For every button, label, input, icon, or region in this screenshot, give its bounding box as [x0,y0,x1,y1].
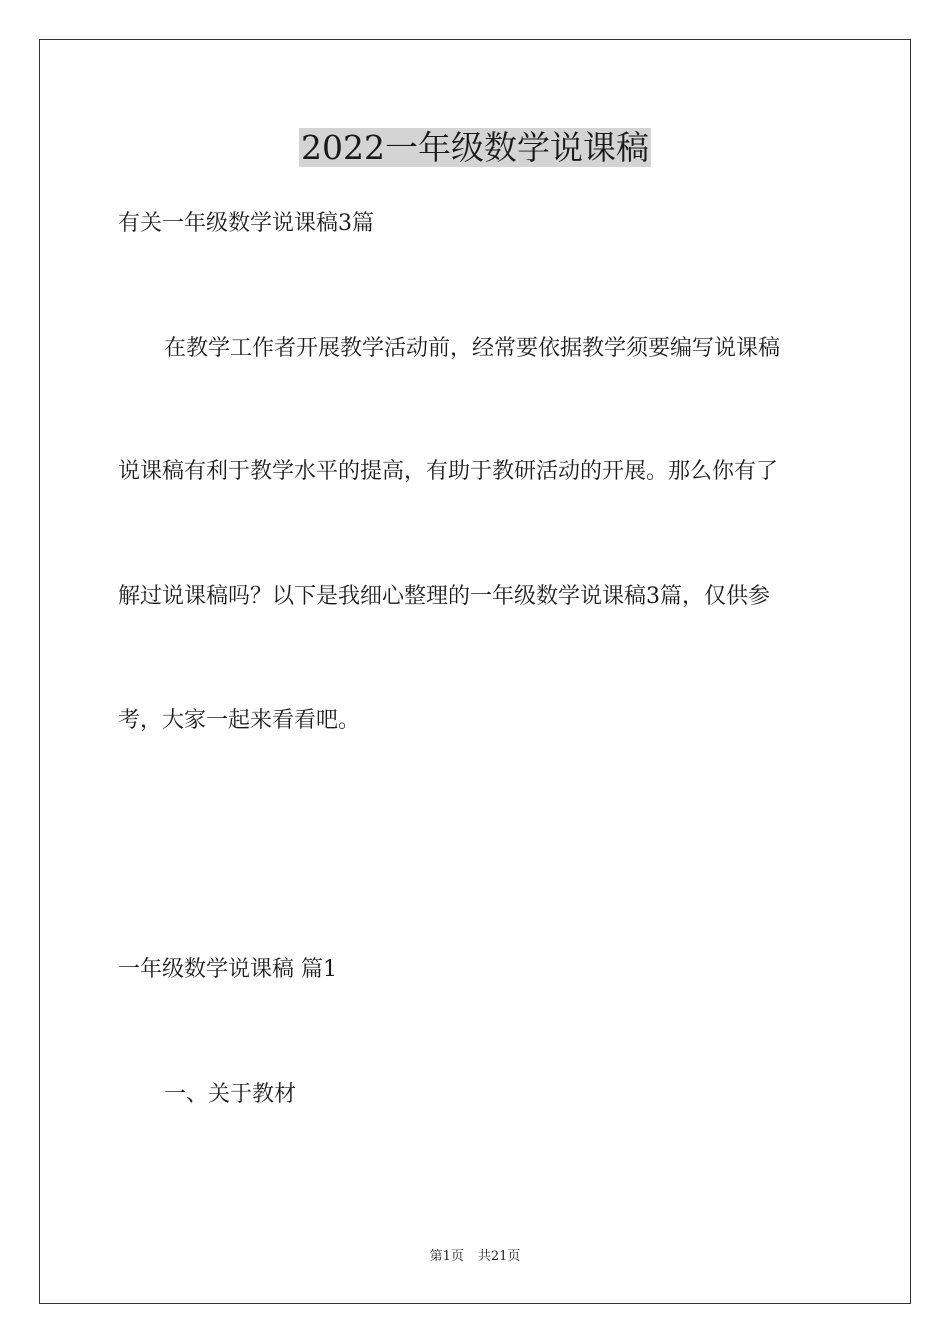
intro-paragraph-line-3: 解过说课稿吗？以下是我细心整理的一年级数学说课稿3篇，仅供参 [118,584,770,609]
intro-paragraph-line-1: 在教学工作者开展教学活动前，经常要依据教学须要编写说课稿 [164,336,781,361]
page-footer [0,1248,950,1266]
document-subtitle: 有关一年级数学说课稿3篇 [118,211,374,236]
subsection-heading: 一、关于教材 [164,1082,297,1107]
section-heading: 一年级数学说课稿 篇1 [118,957,337,982]
intro-paragraph-line-2: 说课稿有利于教学水平的提高，有助于教研活动的开展。那么你有了 [118,459,779,484]
document-title-text: 2022一年级数学说课稿 [301,128,649,167]
page-number: 第1页 [429,1249,464,1264]
page-total: 共21页 [477,1249,521,1264]
document-title [0,124,950,172]
intro-paragraph-line-4: 考，大家一起来看看吧。 [118,708,361,733]
